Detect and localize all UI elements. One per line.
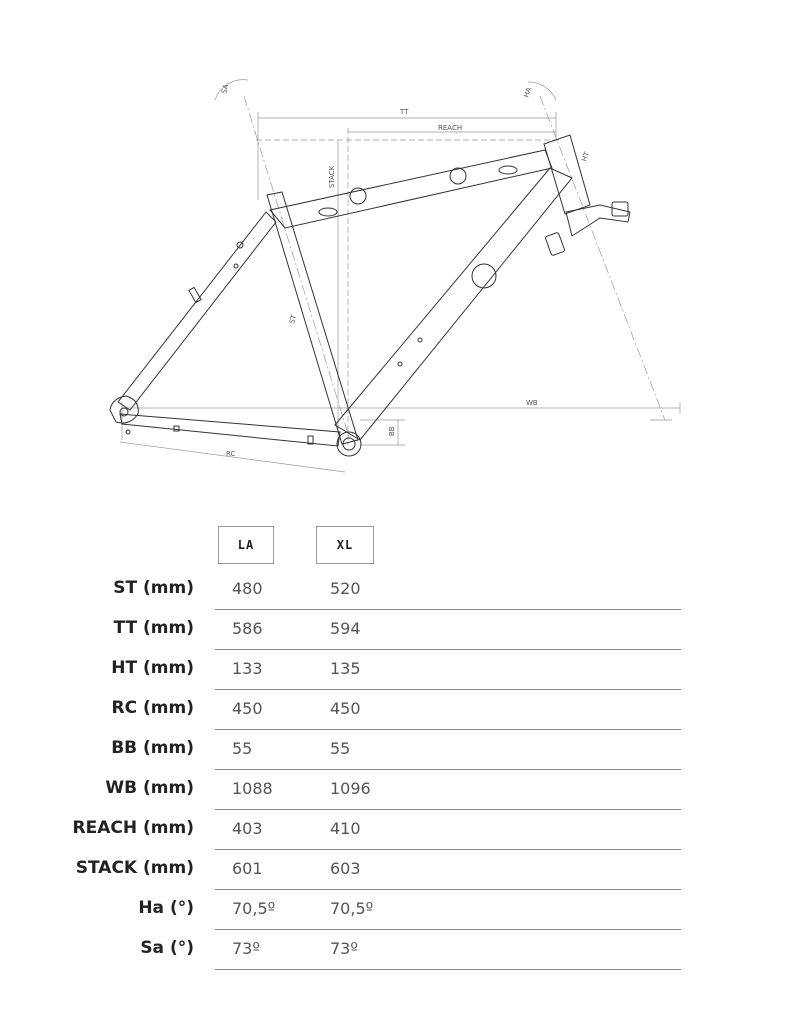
table-row	[0, 690, 788, 730]
row-label: ST (mm)	[113, 578, 194, 598]
seat-stay	[118, 212, 276, 410]
table-row	[0, 610, 788, 650]
label-st: ST	[288, 314, 299, 325]
value-la: 133	[232, 659, 263, 678]
size-header-la: LA	[218, 526, 274, 564]
label-bb: BB	[388, 426, 396, 436]
table-row	[0, 770, 788, 810]
label-ht: HT	[580, 150, 592, 163]
table-row	[0, 650, 788, 690]
steering-axis	[540, 96, 665, 420]
value-xl: 603	[330, 859, 361, 878]
rear-dropout	[110, 396, 138, 423]
value-la: 586	[232, 619, 263, 638]
value-la: 1088	[232, 779, 273, 798]
value-xl: 410	[330, 819, 361, 838]
value-xl: 55	[330, 739, 351, 758]
table-row	[0, 570, 788, 610]
label-ha: HA	[522, 86, 534, 99]
value-xl: 70,5º	[330, 899, 374, 918]
table-row	[0, 850, 788, 890]
label-stack: STACK	[328, 165, 336, 188]
table-row	[0, 810, 788, 850]
row-label: Sa (°)	[140, 938, 194, 958]
row-label: RC (mm)	[111, 698, 194, 718]
row-label: REACH (mm)	[72, 818, 194, 838]
row-label: WB (mm)	[105, 778, 194, 798]
value-la: 55	[232, 739, 253, 758]
value-xl: 135	[330, 659, 361, 678]
seat-tube	[267, 192, 358, 444]
seat-axis	[244, 96, 350, 440]
value-xl: 1096	[330, 779, 371, 798]
row-label: STACK (mm)	[75, 858, 194, 878]
head-tube	[544, 135, 590, 214]
table-row	[0, 730, 788, 770]
size-header-xl: XL	[316, 526, 374, 564]
row-label: HT (mm)	[111, 658, 194, 678]
row-label: BB (mm)	[111, 738, 194, 758]
label-sa: SA	[220, 83, 231, 95]
value-la: 450	[232, 699, 263, 718]
value-xl: 450	[330, 699, 361, 718]
row-label: TT (mm)	[113, 618, 194, 638]
value-la: 70,5º	[232, 899, 276, 918]
label-tt: TT	[400, 108, 409, 116]
label-wb: WB	[526, 399, 538, 407]
table-row	[0, 890, 788, 930]
value-xl: 520	[330, 579, 361, 598]
value-la: 73º	[232, 939, 260, 958]
value-xl: 73º	[330, 939, 358, 958]
value-la: 480	[232, 579, 263, 598]
label-reach: REACH	[438, 124, 463, 132]
table-row	[0, 930, 788, 970]
value-la: 601	[232, 859, 263, 878]
chain-stay	[120, 414, 340, 446]
value-xl: 594	[330, 619, 361, 638]
row-divider	[215, 969, 681, 970]
row-label: Ha (°)	[138, 898, 194, 918]
fork-crown	[566, 205, 630, 236]
value-la: 403	[232, 819, 263, 838]
label-rc: RC	[226, 450, 236, 458]
frame-geometry-diagram	[0, 0, 788, 500]
